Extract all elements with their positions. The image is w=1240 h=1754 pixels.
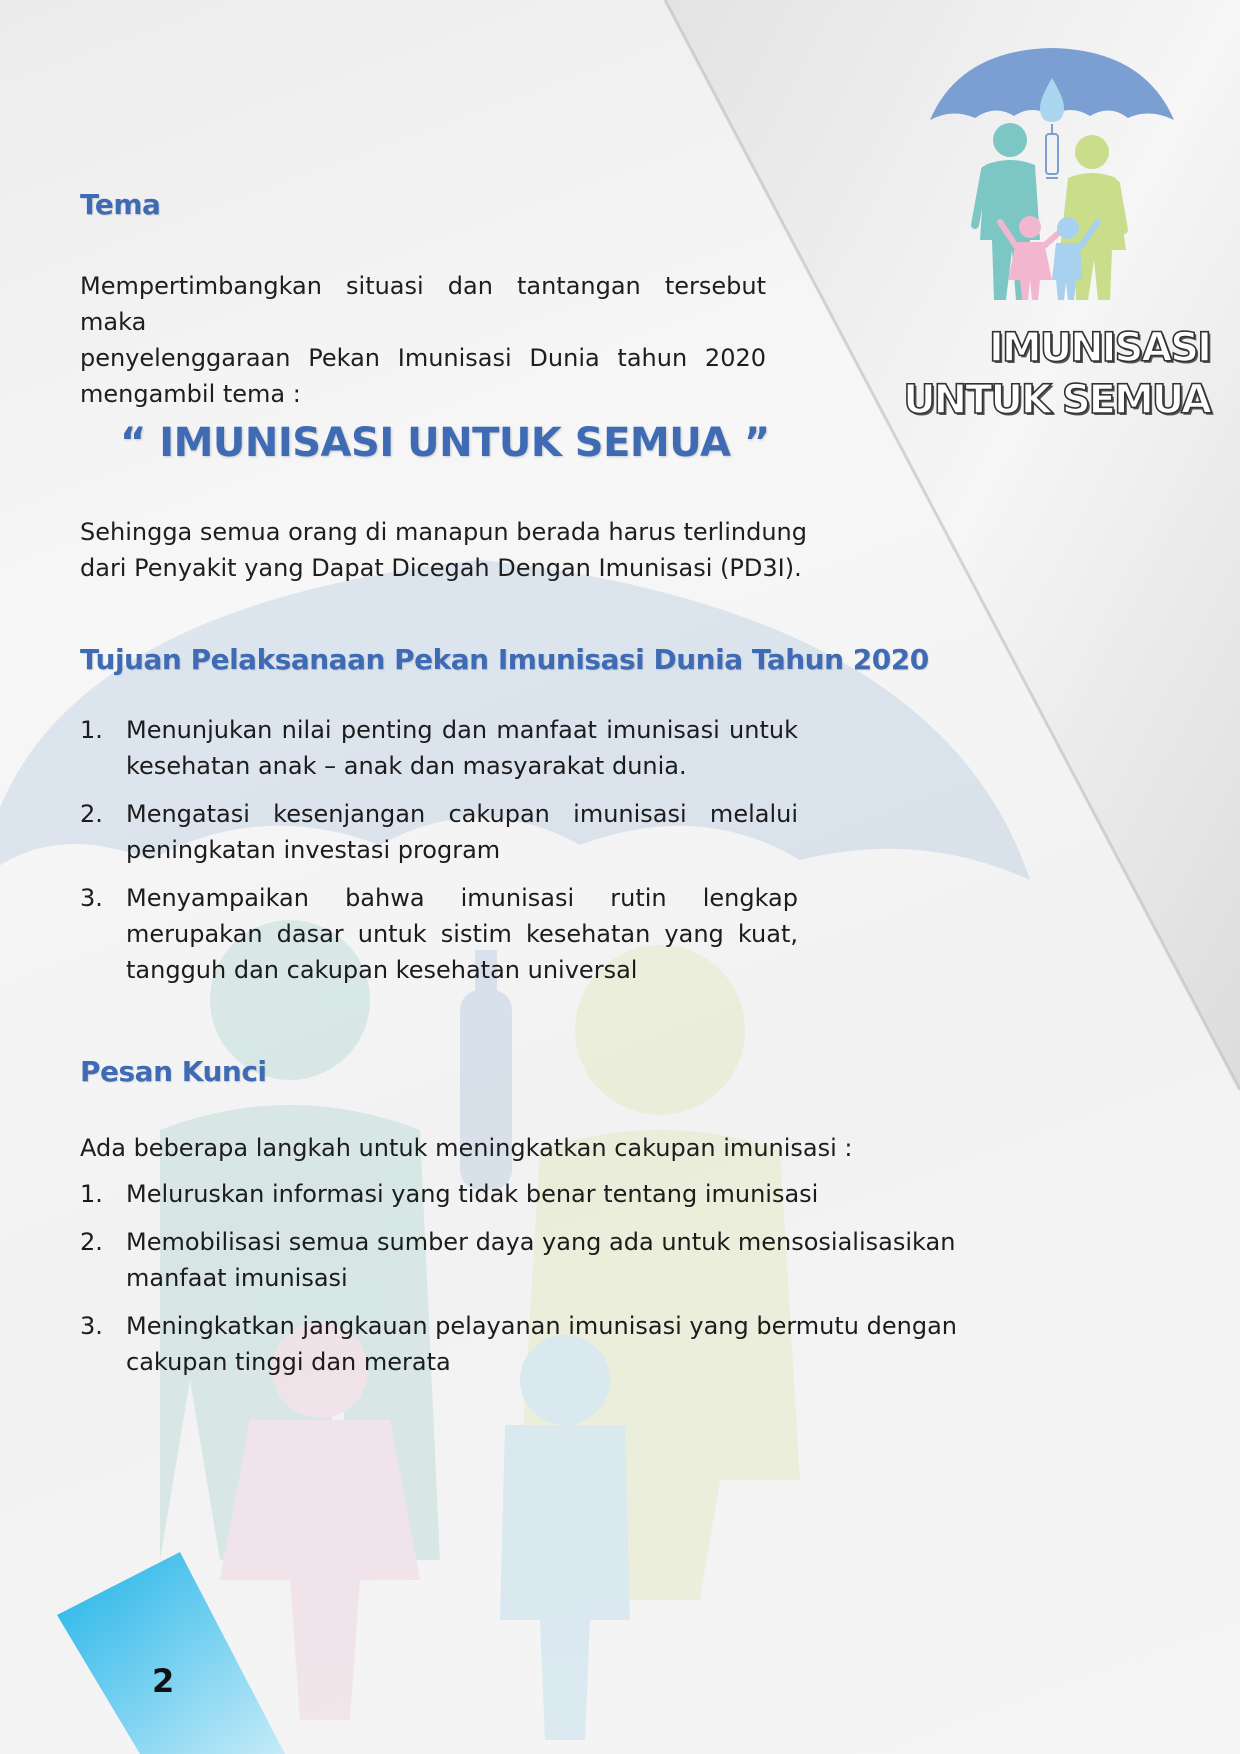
list-item (80, 796, 798, 868)
list-number: 1. (80, 716, 103, 744)
corner-decoration (57, 1552, 285, 1754)
text-line: Mempertimbangkan situasi dan tantangan tersebut maka (80, 272, 766, 336)
logo-title (903, 322, 1210, 426)
list-number: 2. (80, 800, 103, 828)
text-line: cakupan tinggi dan merata (126, 1348, 451, 1376)
section-heading-pesan: Pesan Kunci (80, 1055, 267, 1088)
page-number: 2 (152, 1662, 175, 1700)
parent-icon (1075, 135, 1109, 169)
list-number: 1. (80, 1180, 103, 1208)
tema-closing (80, 514, 840, 586)
list-number: 2. (80, 1228, 103, 1256)
theme-quote: “ IMUNISASI UNTUK SEMUA ” (120, 420, 770, 466)
section-heading-tujuan: Tujuan Pelaksanaan Pekan Imunisasi Dunia Tahun 2020 (80, 643, 929, 676)
text-line: peningkatan investasi program (126, 836, 501, 864)
text-line: Mengatasi kesenjangan cakupan imunisasi melalui (126, 800, 798, 828)
list-item (80, 880, 798, 988)
text-line: penyelenggaraan Pekan Imunisasi Dunia tahun 2020 (80, 344, 766, 372)
list-number: 3. (80, 884, 103, 912)
tujuan-list (80, 712, 798, 1000)
text-line: merupakan dasar untuk sistim kesehatan yang kuat, (126, 920, 798, 948)
child-icon (1019, 216, 1041, 238)
text-line: dari Penyakit yang Dapat Dicegah Dengan Imunisasi (PD3I). (80, 554, 802, 582)
text-line: mengambil tema : (80, 380, 301, 408)
text-line: Meningkatkan jangkauan pelayanan imunisasi yang bermutu dengan (126, 1312, 957, 1340)
text-line: manfaat imunisasi (126, 1264, 348, 1292)
list-number: 3. (80, 1312, 103, 1340)
list-item (80, 1308, 960, 1380)
logo-title-line2: UNTUK SEMUA (903, 377, 1210, 423)
list-item (80, 1176, 960, 1212)
tema-intro (80, 268, 766, 412)
text-line: Menyampaikan bahwa imunisasi rutin lengkap (126, 884, 798, 912)
section-heading-tema: Tema (80, 188, 161, 221)
parent-icon (993, 123, 1027, 157)
text-line: Memobilisasi semua sumber daya yang ada untuk mensosialisasikan (126, 1228, 956, 1256)
text-line: tangguh dan cakupan kesehatan universal (126, 956, 638, 984)
text-line: kesehatan anak – anak dan masyarakat dunia. (126, 752, 687, 780)
text-line: Sehingga semua orang di manapun berada harus terlindung (80, 518, 807, 546)
pesan-list (80, 1176, 960, 1392)
logo-title-line1: IMUNISASI (989, 325, 1210, 371)
pesan-intro: Ada beberapa langkah untuk meningkatkan cakupan imunisasi : (80, 1134, 853, 1162)
list-item (80, 1224, 960, 1296)
list-item (80, 712, 798, 784)
text-line: Meluruskan informasi yang tidak benar tentang imunisasi (126, 1180, 819, 1208)
text-line: Menunjukan nilai penting dan manfaat imunisasi untuk (126, 716, 798, 744)
child-icon (1057, 217, 1079, 239)
